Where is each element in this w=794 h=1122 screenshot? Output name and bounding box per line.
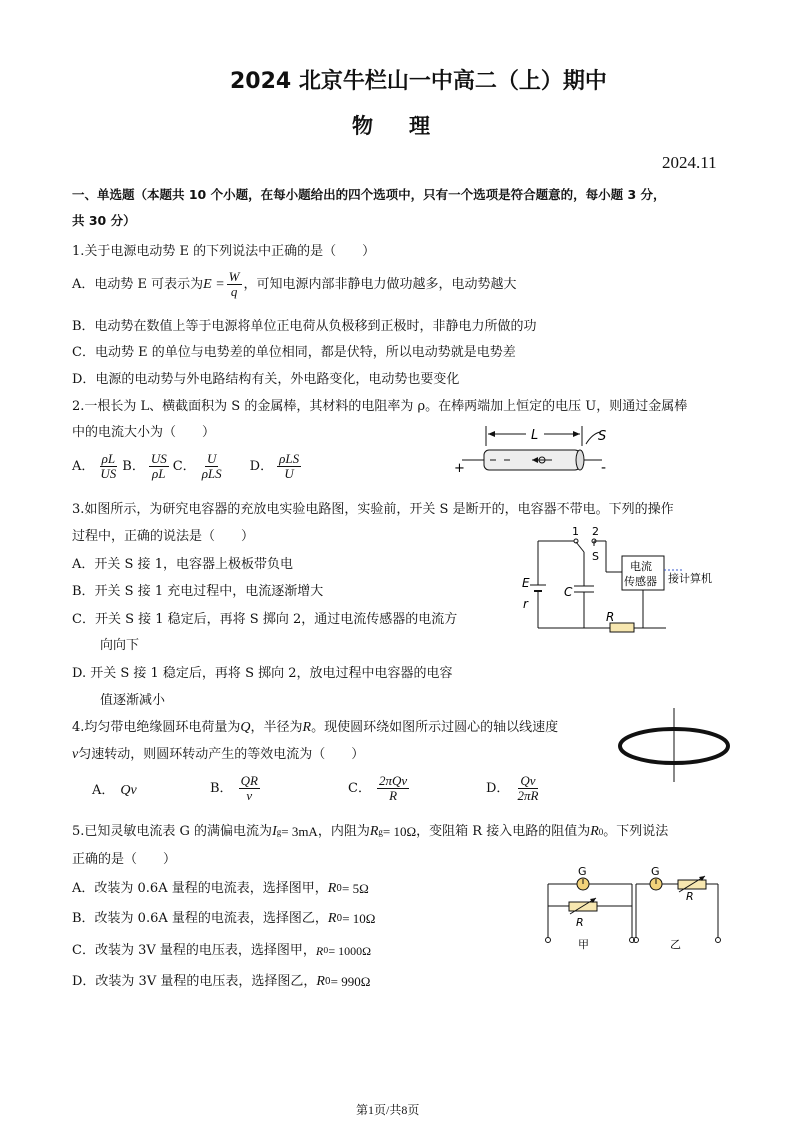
q5-stem-post: ，变阻箱 R 接入电路的阻值为 [416,824,591,839]
q2-fig-S: S [598,429,607,444]
q1-stem: 1.关于电源电动势 E 的下列说法中正确的是（ ） [72,244,376,259]
q3-fig-computer: 接计算机 [668,572,712,585]
q1-option-b: B．电动势在数值上等于电源将单位正电荷从负极移到正极时，非静电力所做的功 [72,319,537,334]
q5-fig-r-jia: R [576,916,584,929]
q4-stem-mid: ，半径为 [250,720,303,735]
q3-fig-S: S [592,550,599,563]
q5-b-r-sub: 0 [336,914,343,924]
q2-a-num: ρL [101,451,116,466]
q2-fig-minus: - [601,460,607,476]
q3-fig-R: R [606,610,615,624]
q2-fig-L: L [531,428,539,443]
exam-title: 2024 北京牛栏山一中高二（上）期中 [230,69,607,94]
q2-a-label: A． [72,458,95,474]
q2-d-num: ρLS [279,451,300,466]
q1-option-a [72,270,517,299]
q2-options [72,452,303,481]
q5-d-value: = 990Ω [330,974,371,989]
q3-circuit-figure [518,524,740,636]
q4-c-num: 2πQv [378,773,408,788]
q2-c-label: C． [172,458,196,474]
q4-d-fraction [515,774,540,803]
q5-option-c [72,942,371,960]
q2-b-label: B． [122,458,145,474]
q3-fig-1: 1 [572,525,579,538]
q5-stem-pre: 5.已知灵敏电流表 G 的满偏电流为 [72,824,273,839]
q1-a-suffix: ，可知电源内部非静电力做功越多，电动势越大 [243,276,517,292]
q3-stem-cont: 过程中，正确的说法是（ ） [72,529,255,544]
q5-option-d [72,973,370,991]
q4-d-den: 2πR [517,788,539,803]
q5-d-r-sub: 0 [324,977,331,987]
q2-c-num: U [206,451,217,466]
q4-c-label: C． [348,780,371,796]
q5-r0-sub: 0 [598,827,604,837]
q5-a-value: = 5Ω [342,881,369,896]
q4-stem-v: v [72,747,79,762]
q5-b-value: = 10Ω [342,911,376,926]
q5-ig-value: = 3mA [281,824,318,839]
q5-fig-g-jia: G [578,865,587,878]
q3-option-c-cont: 向向下 [100,638,140,653]
q2-c-den: ρLS [201,466,222,481]
q4-b-label: B． [210,780,233,796]
q5-ig-sub: g [276,827,282,837]
q5-stem-end: 。下列说法 [603,824,669,839]
q5-circuit-figures [536,858,736,958]
q5-option-b [72,910,375,928]
q4-b-fraction [239,774,260,803]
q2-c-fraction [200,452,224,481]
q3-fig-C: C [564,585,573,599]
q5-b-text: B．改装为 0.6A 量程的电流表，选择图乙， [72,911,328,926]
q4-stem [72,719,558,737]
q2-b-fraction [149,452,169,481]
q5-rg: R [369,824,379,839]
q1-option-d: D．电源的电动势与外电路结构有关，外电路变化，电动势也要变化 [72,372,460,387]
q1-a-prefix: A．电动势 E 可表示为 [72,276,204,292]
section-heading-cont: 共 30 分） [72,213,136,228]
q5-fig-g-yi: G [651,865,660,878]
q2-rod-figure [448,424,618,476]
q3-fig-E: E [522,576,530,590]
q5-a-r: R [327,881,337,896]
q3-option-b: B．开关 S 接 1 充电过程中，电流逐渐增大 [72,584,324,599]
q3-option-d: D. 开关 S 接 1 稳定后，再将 S 掷向 2，放电过程中电容器的电容 [72,666,453,681]
q2-b-num: US [150,451,167,466]
q4-stem-cont [72,746,364,764]
q2-stem-cont: 中的电流大小为（ ） [72,425,216,440]
q4-option-a [92,782,137,800]
q4-option-b [210,774,262,803]
q4-a-value: Qv [120,783,137,798]
q5-fig-r-yi: R [686,890,694,903]
q4-ring-figure [616,706,732,784]
q2-a-den: US [100,466,117,481]
subject-title: 物理 [352,114,466,138]
q4-d-num: Qv [520,773,536,788]
q5-d-text: D．改装为 3V 量程的电压表，选择图乙， [72,974,317,989]
q3-fig-2: 2 [592,525,599,538]
q5-d-r: R [316,974,325,989]
exam-date: 2024.11 [662,153,717,172]
q4-option-d [486,774,542,803]
q5-rg-sub: g [378,827,383,837]
q5-c-value: = 1000Ω [328,944,371,958]
q5-option-a [72,880,369,898]
q1-a-num: W [228,269,240,284]
q3-fig-sensor2: 传感器 [624,575,657,588]
q2-a-fraction [98,452,118,481]
q5-ig: I [272,824,277,839]
q5-c-text: C．改装为 3V 量程的电压表，选择图甲， [72,943,316,958]
q5-b-r: R [327,911,337,926]
q5-a-r-sub: 0 [336,884,343,894]
q5-stem [72,823,668,841]
q3-fig-r: r [523,597,528,611]
q2-d-fraction [277,452,301,481]
q4-stem-r: R [302,720,312,735]
q1-a-fraction [227,270,242,299]
q4-option-c [348,774,411,803]
q1-a-formula-lhs: E = [203,276,225,292]
q2-b-den: ρL [152,466,166,481]
q5-a-text: A．改装为 0.6A 量程的电流表，选择图甲， [72,881,328,896]
q4-d-label: D． [486,780,510,796]
q4-b-num: QR [240,773,258,788]
q4-c-fraction [377,774,409,803]
q5-fig-yi: 乙 [670,938,681,951]
q4-stem-q: Q [240,720,251,735]
q3-fig-sensor1: 电流 [630,560,652,573]
q4-a-label: A． [92,783,115,798]
q5-c-r-sub: 0 [323,946,329,955]
q5-stem-mid: ，内阻为 [317,824,370,839]
q5-c-r: R [315,944,324,958]
q3-option-d-cont: 值逐渐减小 [100,693,166,708]
page-footer: 第1页/共8页 [356,1103,420,1117]
q2-stem: 2.一根长为 L、横截面积为 S 的金属棒，其材料的电阻率为 ρ。在棒两端加上恒定的电压 U，则通过金属棒 [72,399,688,414]
q5-rg-value: = 10Ω [382,824,417,839]
q4-stem-pre: 4.均匀带电绝缘圆环电荷量为 [72,720,241,735]
q4-stem-post2: 匀速转动，则圆环转动产生的等效电流为（ ） [78,747,365,762]
q4-c-den: R [389,788,398,803]
q3-stem: 3.如图所示，为研究电容器的充放电实验电路图，实验前，开关 S 是断开的，电容器不带电。下列的操作 [72,502,674,517]
q5-r0: R [590,824,599,839]
q3-option-c: C．开关 S 接 1 稳定后，再将 S 掷向 2，通过电流传感器的电流方 [72,612,458,627]
q4-stem-post: 。现使圆环绕如图所示过圆心的轴以线速度 [311,720,559,735]
q1-a-den: q [230,284,238,299]
q2-d-den: U [284,466,294,481]
q3-option-a: A．开关 S 接 1，电容器上极板带负电 [72,557,293,572]
q5-stem-cont: 正确的是（ ） [72,852,177,867]
q4-b-den: v [246,788,253,803]
q5-fig-jia: 甲 [578,938,589,951]
q2-d-label: D． [249,458,274,474]
q1-option-c: C．电动势 E 的单位与电势差的单位相同，都是伏特，所以电动势就是电势差 [72,345,516,360]
q2-fig-plus: + [454,461,465,476]
section-heading: 一、单选题（本题共 10 个小题，在每小题给出的四个选项中，只有一个选项是符合题意的，每小题 3 分， [72,187,666,202]
